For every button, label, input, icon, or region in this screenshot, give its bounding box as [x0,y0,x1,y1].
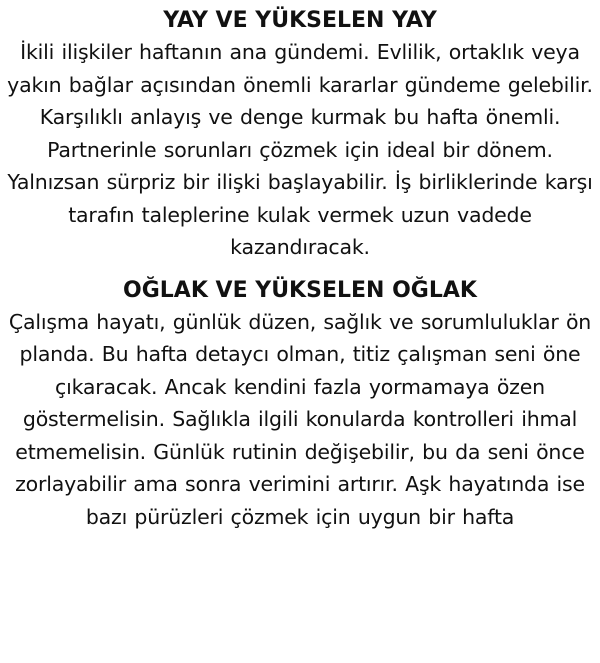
section-body-yay: İkili ilişkiler haftanın ana gündemi. Evlilik, ortaklık veya yakın bağlar açısından önemli kararlar gündeme gelebilir. Karşılıklı anlayış ve denge kurmak bu hafta önemli. Partnerinle sorunları çözmek için ideal bir dönem. Yalnızsan sürpriz bir ilişki başlayabilir. İş birliklerinde karşı tarafın taleplerine kulak vermek uzun vadede kazandıracak. [7,40,593,259]
section-title-oglak: OĞLAK VE YÜKSELEN OĞLAK [123,277,477,303]
section-body-oglak: Çalışma hayatı, günlük düzen, sağlık ve sorumluluklar ön planda. Bu hafta detaycı olman, titiz çalışman seni öne çıkaracak. Ancak kendini fazla yormamaya özen göstermelisin. Sağlıkla ilgili konularda kontrolleri ihmal etmemelisin. Günlük rutinin değişebilir, bu da seni önce zorlayabilir ama sonra verimini artırır. Aşk hayatında ise bazı pürüzleri çözmek için uygun bir hafta [8,309,592,529]
section-yay [4,6,596,264]
section-title-yay: YAY VE YÜKSELEN YAY [163,8,437,33]
section-oglak [4,276,596,534]
